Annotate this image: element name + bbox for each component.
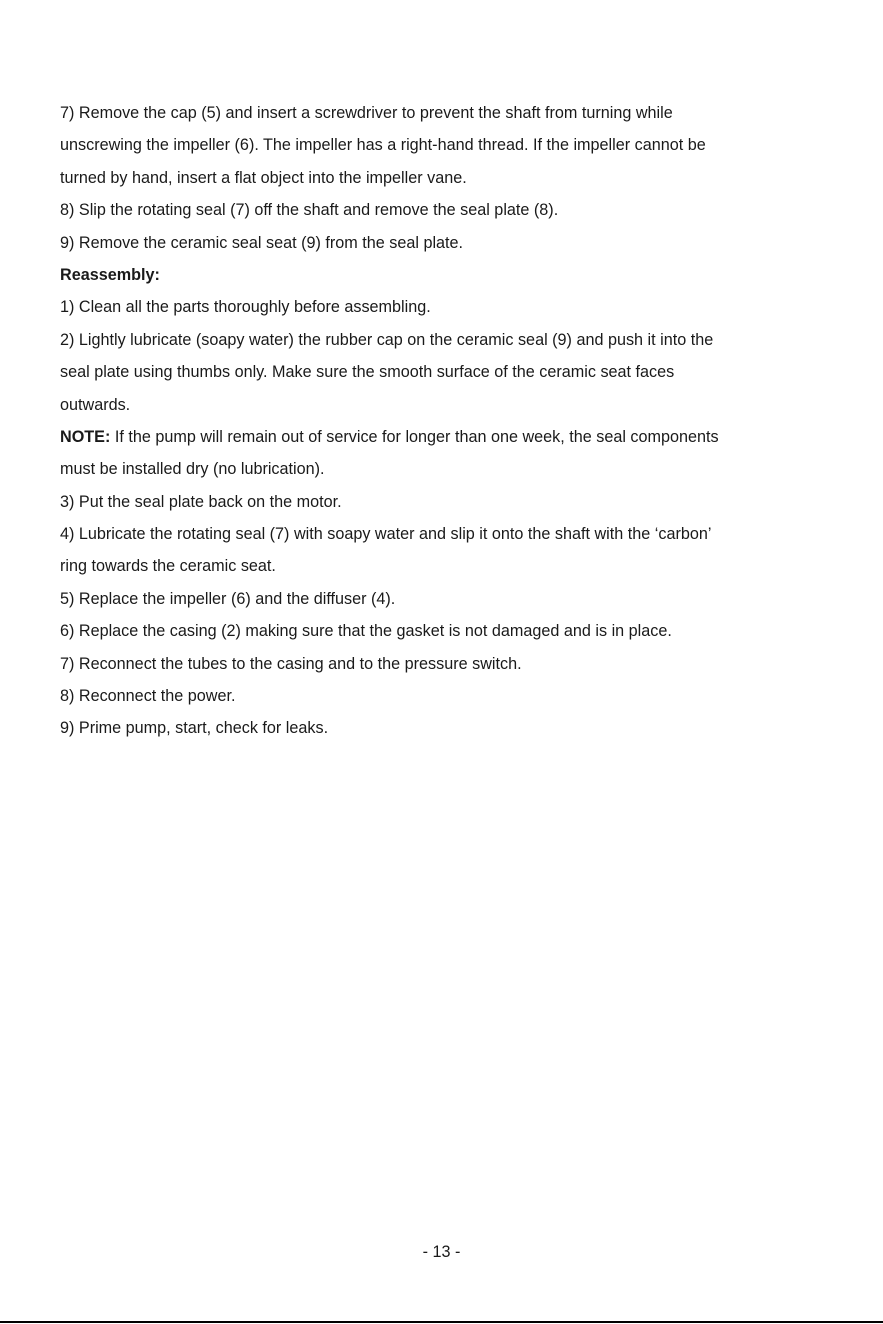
body-line: 7) Remove the cap (5) and insert a screwdriver to prevent the shaft from turning while — [60, 104, 673, 122]
note-label: NOTE: — [60, 427, 111, 446]
body-line: 3) Put the seal plate back on the motor. — [60, 492, 342, 511]
body-line: seal plate using thumbs only. Make sure the smooth surface of the ceramic seat faces — [60, 363, 675, 382]
body-line: 2) Lightly lubricate (soapy water) the rubber cap on the ceramic seal (9) and push it into the — [60, 330, 714, 349]
body-line: ring towards the ceramic seat. — [60, 557, 276, 576]
note-text: If the pump will remain out of service for longer than one week, the seal components — [110, 427, 719, 446]
body-line: 6) Replace the casing (2) making sure that the gasket is not damaged and is in place. — [60, 622, 672, 641]
body-line: unscrewing the impeller (6). The impeller has a right-hand thread. If the impeller cannot be — [60, 136, 706, 155]
note-line — [60, 421, 830, 453]
bottom-rule — [0, 1321, 883, 1323]
body-line: 8) Reconnect the power. — [60, 687, 236, 706]
note-continuation: must be installed dry (no lubrication). — [60, 460, 325, 479]
body-line: 8) Slip the rotating seal (7) off the shaft and remove the seal plate (8). — [60, 201, 559, 220]
body-line: 9) Remove the ceramic seal seat (9) from the seal plate. — [60, 233, 464, 252]
body-line: 4) Lubricate the rotating seal (7) with soapy water and slip it onto the shaft with the ‘carbon’ — [60, 525, 712, 544]
body-line: 9) Prime pump, start, check for leaks. — [60, 719, 329, 738]
body-line: 5) Replace the impeller (6) and the diffuser (4). — [60, 589, 396, 608]
reassembly-heading: Reassembly: — [60, 265, 160, 284]
page-number: - 13 - — [422, 1243, 461, 1261]
body-line: 1) Clean all the parts thoroughly before assembling. — [60, 298, 431, 317]
body-line: 7) Reconnect the tubes to the casing and to the pressure switch. — [60, 654, 522, 673]
body-line: outwards. — [60, 395, 131, 414]
instructions-body — [60, 97, 830, 745]
body-line: turned by hand, insert a flat object into the impeller vane. — [60, 168, 467, 187]
